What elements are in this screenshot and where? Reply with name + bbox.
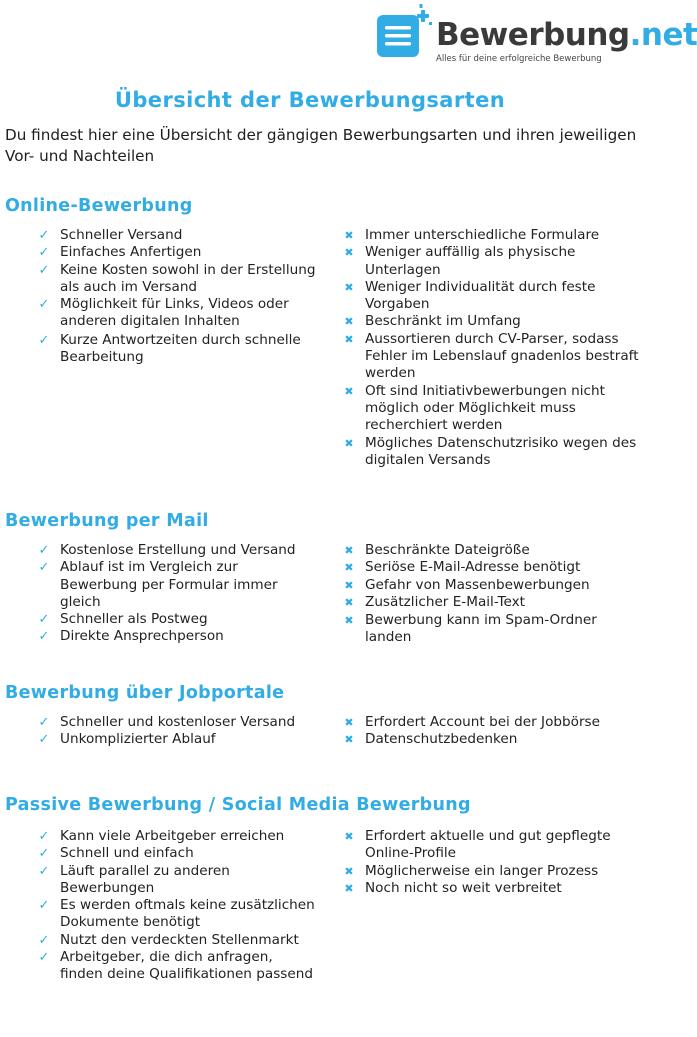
pro-item: [36, 542, 316, 559]
con-item-text: Aussortieren durch CV-Parser, sodass Fehler im Lebenslauf gnadenlos bestraft werden: [365, 330, 639, 382]
pros-list-online: [36, 227, 316, 366]
pro-item: [36, 244, 316, 261]
con-item: [341, 244, 641, 279]
document-icon: [376, 4, 434, 62]
con-item-text: Erfordert Account bei der Jobbörse: [365, 714, 600, 730]
pros-list-mail: [36, 542, 316, 646]
con-item: [341, 863, 641, 880]
pro-item: [36, 863, 316, 898]
pro-item-text: Einfaches Anfertigen: [60, 244, 202, 261]
con-item: [341, 559, 641, 576]
section-title-passive: Passive Bewerbung / Social Media Bewerbung: [5, 795, 471, 815]
pros-list-passive: [36, 828, 316, 984]
con-item-text: Bewerbung kann im Spam-Ordner landen: [365, 612, 597, 646]
check-icon: ✓: [38, 245, 50, 261]
pro-item-text: Kann viele Arbeitgeber erreichen: [60, 828, 285, 844]
check-icon: ✓: [38, 228, 50, 243]
pro-item: [36, 731, 316, 748]
con-item-text: Mögliches Datenschutzrisiko wegen des digitalen Versands: [365, 434, 637, 468]
con-item: [341, 880, 641, 897]
pro-item: [36, 332, 316, 367]
con-item: [341, 435, 641, 470]
pro-item: [36, 628, 316, 645]
pro-item-text: Ablauf ist im Vergleich zur Bewerbung per Formular immer gleich: [60, 559, 278, 610]
con-item: [341, 577, 641, 594]
con-item-text: Zusätzlicher E-Mail-Text: [365, 593, 525, 610]
con-item-text: Weniger auffällig als physische Unterlagen: [365, 244, 576, 278]
con-item-text: Noch nicht so weit verbreitet: [365, 879, 562, 896]
section-title-jobportale: Bewerbung über Jobportale: [5, 683, 285, 703]
pro-item: [36, 262, 316, 297]
pro-item-text: Möglichkeit für Links, Videos oder anderen digitalen Inhalten: [60, 296, 289, 330]
cross-icon: ✖: [344, 332, 354, 346]
check-icon: ✓: [38, 732, 50, 748]
pro-item: [36, 227, 316, 244]
pro-item-text: Schnell und einfach: [60, 845, 194, 862]
check-icon: ✓: [38, 715, 50, 730]
intro-text: Du findest hier eine Übersicht der gängigen Bewerbungsarten und ihren jeweiligen Vor- und Nachteilen: [5, 126, 637, 165]
con-item-text: Gefahr von Massenbewerbungen: [365, 576, 590, 593]
pro-item: [36, 714, 316, 731]
pro-item: [36, 828, 316, 845]
check-icon: ✓: [38, 612, 50, 628]
check-icon: ✓: [38, 950, 50, 966]
page-title: Übersicht der Bewerbungsarten: [114, 88, 506, 112]
cross-icon: ✖: [344, 595, 354, 609]
cross-icon: ✖: [344, 384, 354, 398]
cross-icon: ✖: [344, 578, 354, 592]
con-item: [341, 227, 641, 244]
pro-item: [36, 559, 316, 611]
pro-item: [36, 845, 316, 862]
logo: [376, 4, 697, 66]
con-item: [341, 313, 641, 330]
cross-icon: ✖: [344, 733, 354, 747]
check-icon: ✓: [38, 863, 50, 879]
cross-icon: ✖: [344, 830, 354, 843]
cross-icon: ✖: [344, 864, 354, 878]
con-item-text: Datenschutzbedenken: [365, 731, 518, 748]
check-icon: ✓: [38, 543, 50, 558]
pro-item-text: Keine Kosten sowohl in der Erstellung als auch im Versand: [60, 261, 316, 295]
con-item-text: Möglicherweise ein langer Prozess: [365, 862, 599, 879]
con-item-text: Beschränkte Dateigröße: [365, 542, 530, 558]
brand-tagline: Alles für deine erfolgreiche Bewerbung: [436, 54, 602, 64]
pros-list-jobportale: [36, 714, 316, 749]
con-item: [341, 279, 641, 314]
pro-item-text: Nutzt den verdeckten Stellenmarkt: [60, 931, 299, 948]
pro-item-text: Schneller Versand: [60, 227, 183, 243]
pro-item-text: Unkomplizierter Ablauf: [60, 731, 216, 748]
cross-icon: ✖: [344, 315, 354, 329]
pro-item-text: Es werden oftmals keine zusätzlichen Dokumente benötigt: [60, 897, 315, 931]
cons-list-passive: [341, 828, 641, 897]
con-item: [341, 383, 641, 435]
pro-item: [36, 611, 316, 628]
pro-item-text: Kurze Antwortzeiten durch schnelle Bearbeitung: [60, 331, 301, 366]
con-item: [341, 542, 641, 559]
cross-icon: ✖: [344, 881, 354, 895]
cons-list-jobportale: [341, 714, 641, 749]
check-icon: ✓: [38, 297, 50, 313]
pro-item-text: Kostenlose Erstellung und Versand: [60, 542, 296, 558]
check-icon: ✓: [38, 262, 50, 278]
check-icon: ✓: [38, 560, 50, 576]
pro-item-text: Schneller und kostenloser Versand: [60, 714, 296, 730]
check-icon: ✓: [38, 846, 50, 862]
pro-item: [36, 949, 316, 984]
pro-item: [36, 897, 316, 932]
brand-name-main: Bewerbung: [436, 17, 630, 53]
brand-name: [436, 18, 697, 52]
pro-item: [36, 296, 316, 331]
con-item: [341, 714, 641, 731]
con-item: [341, 612, 641, 647]
pro-item-text: Arbeitgeber, die dich anfragen, finden deine Qualifikationen passend: [60, 949, 313, 983]
cons-list-online: [341, 227, 641, 469]
check-icon: ✓: [38, 332, 50, 348]
cross-icon: ✖: [344, 246, 354, 260]
con-item-text: Oft sind Initiativbewerbungen nicht möglich oder Möglichkeit muss recherchiert werden: [365, 382, 605, 434]
cross-icon: ✖: [344, 544, 354, 557]
check-icon: ✓: [38, 932, 50, 948]
cross-icon: ✖: [344, 280, 354, 294]
section-title-online: Online-Bewerbung: [5, 196, 193, 216]
con-item-text: Erfordert aktuelle und gut gepflegte Online-Profile: [365, 828, 611, 862]
pro-item-text: Schneller als Postweg: [60, 611, 208, 628]
con-item-text: Seriöse E-Mail-Adresse benötigt: [365, 559, 581, 576]
cross-icon: ✖: [344, 716, 354, 729]
cross-icon: ✖: [344, 614, 354, 628]
cross-icon: ✖: [344, 229, 354, 242]
cross-icon: ✖: [344, 561, 354, 575]
cross-icon: ✖: [344, 436, 354, 450]
con-item: [341, 731, 641, 748]
con-item: [341, 331, 641, 383]
con-item-text: Beschränkt im Umfang: [365, 313, 521, 330]
brand-name-tld: .net: [629, 17, 697, 53]
con-item-text: Weniger Individualität durch feste Vorgaben: [365, 278, 596, 313]
con-item-text: Immer unterschiedliche Formulare: [365, 227, 600, 243]
pro-item: [36, 932, 316, 949]
pro-item-text: Direkte Ansprechperson: [60, 628, 224, 645]
con-item: [341, 828, 641, 863]
cons-list-mail: [341, 542, 641, 647]
pro-item-text: Läuft parallel zu anderen Bewerbungen: [60, 862, 230, 896]
check-icon: ✓: [38, 629, 50, 645]
check-icon: ✓: [38, 829, 50, 844]
con-item: [341, 594, 641, 611]
check-icon: ✓: [38, 898, 50, 914]
section-title-mail: Bewerbung per Mail: [5, 511, 209, 531]
